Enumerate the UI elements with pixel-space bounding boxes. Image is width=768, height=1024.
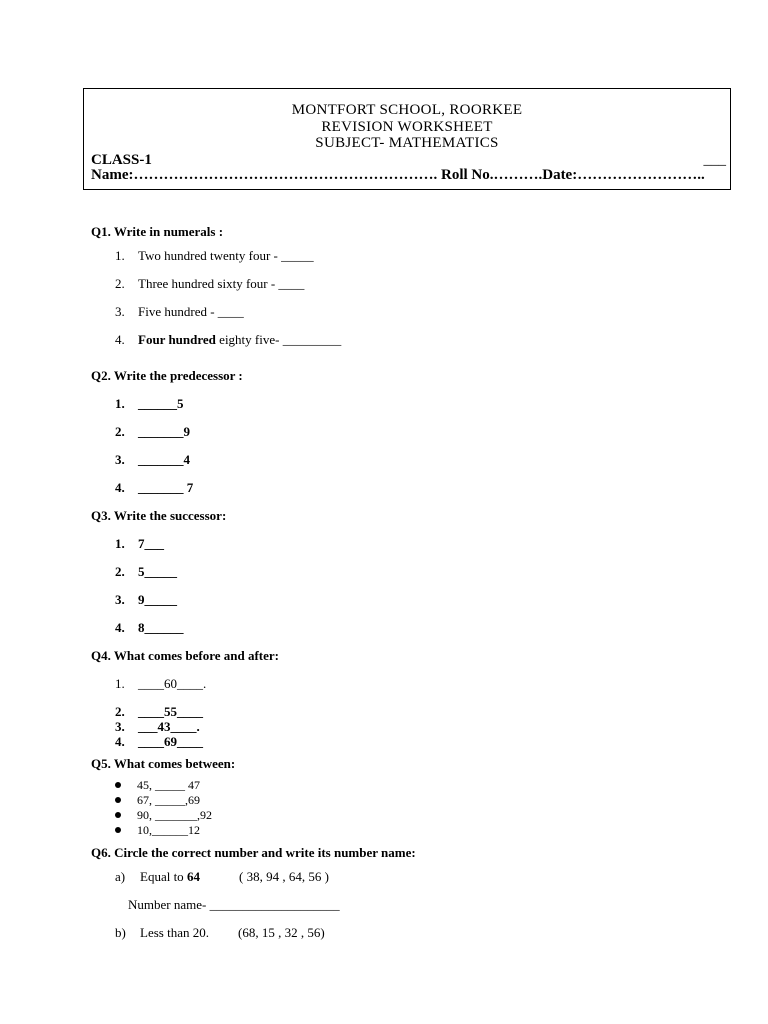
worksheet-header [83,88,731,190]
subject-title: SUBJECT- MATHEMATICS [315,135,499,151]
q1-title: Q1. Write in numerals : [91,224,224,239]
bullet-icon [115,797,121,803]
q6-part-a: a) Equal to 64 ( 38, 94 , 64, 56 ) [115,869,329,884]
header-blank: ___ [703,152,726,168]
name-roll-date-line: Name:……………………………………………………. Roll No.……….Date:…………………….. [91,167,705,183]
q3-title: Q3. Write the successor: [91,508,227,523]
q6-part-b: b) Less than 20. (68, 15 , 32 , 56) [115,925,325,940]
bullet-icon [115,812,121,818]
class-label: CLASS-1 [91,152,152,168]
worksheet-title: REVISION WORKSHEET [321,119,493,135]
bullet-icon [115,782,121,788]
q4-title: Q4. What comes before and after: [91,648,279,663]
q5-title: Q5. What comes between: [91,756,236,771]
bullet-icon [115,827,121,833]
school-name: MONTFORT SCHOOL, ROORKEE [291,102,523,118]
q6-title: Q6. Circle the correct number and write its number name: [91,845,416,860]
q6-number-name-line: Number name- ____________________ [128,897,340,912]
q2-title: Q2. Write the predecessor : [91,368,243,383]
